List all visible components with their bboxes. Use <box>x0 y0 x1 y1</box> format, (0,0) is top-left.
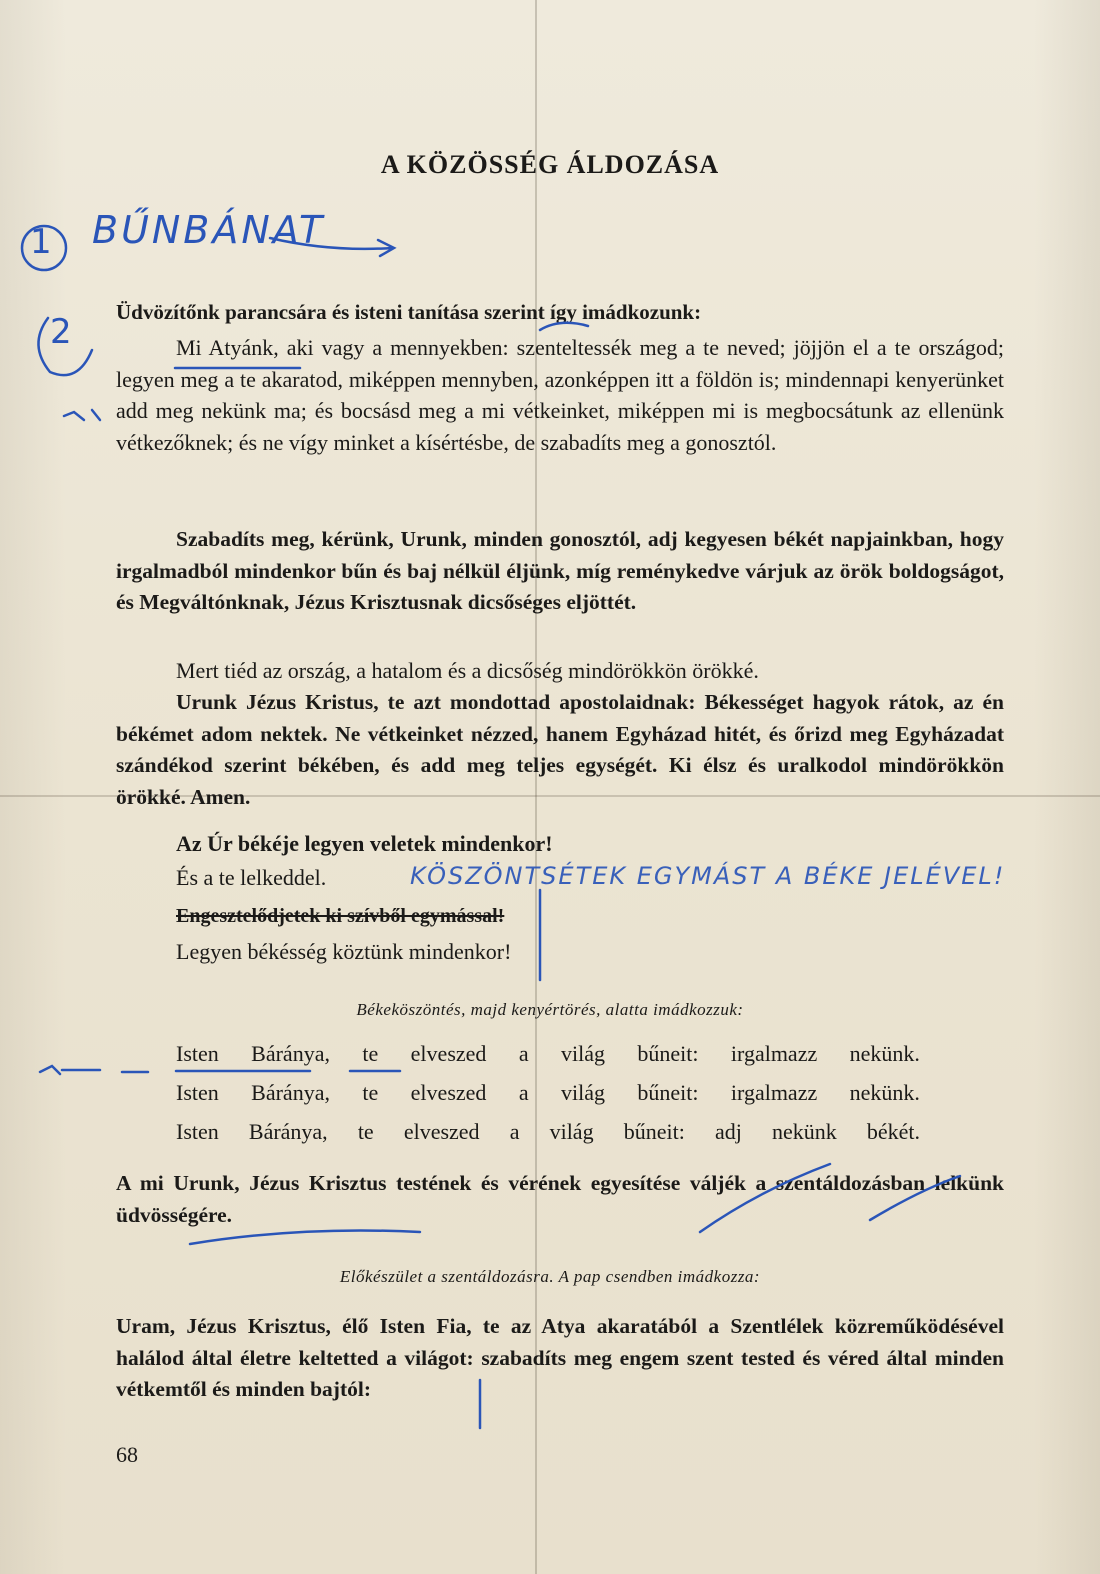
margin-peace-sign-note: KÖSZÖNTSÉTEK EGYMÁST A BÉKE JELÉVEL! <box>410 862 1006 890</box>
margin-tick-marks <box>64 410 100 420</box>
greeting-line-3-struck: Engesztelődjetek ki szívből egymással! <box>176 905 505 927</box>
priest-prayer-text: Uram, Jézus Krisztus, élő Isten Fia, te az Atya akaratából a Szentlélek közreműködésével halálod által életre keltetted a világot: szabadíts meg engem szent tested és véred által minden vétkemtől és minden bajtól: <box>116 1314 1004 1401</box>
greeting-line-1: Az Úr békéje legyen veletek mindenkor! <box>176 831 553 856</box>
agnus-word: bűneit: <box>637 1080 699 1105</box>
peace-prayer-text: Urunk Jézus Kristus, te azt mondottad apostolaidnak: Békességet hagyok rátok, az én békémet adom nektek. Ne vétkeinket nézzed, hanem Egyházad hitét, és őrizd meg Egyházadat szándékod szerint békében, és add meg teljes egységét. Ki élsz és uralkodol mindörökkön örökké. Amen. <box>116 690 1004 809</box>
commingling-text: A mi Urunk, Jézus Krisztus testének és vérének egyesítése váljék a szentáldozásban lelkünk üdvösségére. <box>116 1171 1004 1227</box>
agnus-word: irgalmazz <box>730 1041 818 1066</box>
agnus-word: Báránya, <box>248 1119 328 1144</box>
agnus-word: te <box>362 1041 379 1066</box>
embolism-text: Szabadíts meg, kérünk, Urunk, minden gonosztól, adj kegyesen békét napjainkban, hogy irgalmadból mindenkor bűn és baj nélkül éljünk, míg reménykedve várjuk az örök boldogságot, és Megváltónknak, Jézus Krisztusnak dicsőséges eljöttét. <box>116 527 1004 614</box>
margin-heading-bunbanat: BŰNBÁNAT <box>92 208 326 252</box>
agnus-word: elveszed <box>410 1041 487 1066</box>
page-title: A KÖZÖSSÉG ÁLDOZÁSA <box>380 150 720 179</box>
agnus-word: Báránya, <box>251 1041 330 1066</box>
agnus-word: Báránya, <box>251 1080 330 1105</box>
agnus-word: nekünk. <box>849 1041 920 1066</box>
agnus-word: bűneit: <box>637 1041 699 1066</box>
agnus-word: a <box>518 1080 529 1105</box>
agnus-word: nekünk <box>771 1119 837 1144</box>
agnus-word: a <box>509 1119 520 1144</box>
agnus-margin-mark <box>40 1066 148 1074</box>
rubric-kenyertores: Békeköszöntés, majd kenyértörés, alatta imádkozzuk: <box>356 1000 744 1019</box>
agnus-word: elveszed <box>410 1080 487 1105</box>
agnus-word: világ <box>560 1080 605 1105</box>
commingling-underline <box>190 1231 420 1245</box>
agnus-word: irgalmazz <box>730 1080 818 1105</box>
page-number: 68 <box>116 1442 138 1467</box>
agnus-word: a <box>518 1041 529 1066</box>
rubric-elokeszulet: Előkészület a szentáldozásra. A pap csendben imádkozza: <box>339 1267 761 1286</box>
agnus-word: békét. <box>866 1119 920 1144</box>
agnus-dei-line-2 <box>176 1080 920 1106</box>
agnus-word: adj <box>714 1119 742 1144</box>
agnus-dei-line-1 <box>176 1041 920 1067</box>
agnus-word: Isten <box>176 1080 219 1105</box>
greeting-line-2: És a te lelkeddel. <box>176 865 327 890</box>
agnus-word: te <box>357 1119 374 1144</box>
agnus-word: elveszed <box>403 1119 480 1144</box>
agnus-word: Isten <box>176 1119 219 1144</box>
greeting-line-4: Legyen békésség köztünk mindenkor! <box>176 939 512 964</box>
margin-number-2: 2 <box>50 312 72 352</box>
agnus-word: bűneit: <box>623 1119 685 1144</box>
agnus-word: világ <box>560 1041 605 1066</box>
agnus-dei-line-3 <box>176 1119 920 1145</box>
doxology-text: Mert tiéd az ország, a hatalom és a dicsőség mindörökkön örökké. <box>176 658 759 683</box>
intro-line: Üdvözítőnk parancsára és isteni tanítása szerint így imádkozunk: <box>116 300 702 324</box>
agnus-word: Isten <box>176 1041 219 1066</box>
pater-noster-text: Mi Atyánk, aki vagy a mennyekben: szenteltessék meg a te neved; jöjjön el a te országod; legyen meg a te akaratod, miképpen mennyben, azonképpen itt a földön is; mindennapi kenyerünket add meg nekünk ma; és bocsásd meg a mi vétkeinket, miképpen mi is megbocsátunk az ellenünk vétkezőknek; és ne vígy minket a kísértésbe, de szabadíts meg a gonosztól. <box>116 335 1004 455</box>
margin-number-1: 1 <box>30 222 52 262</box>
agnus-word: te <box>362 1080 379 1105</box>
agnus-word: nekünk. <box>849 1080 920 1105</box>
agnus-word: világ <box>549 1119 594 1144</box>
